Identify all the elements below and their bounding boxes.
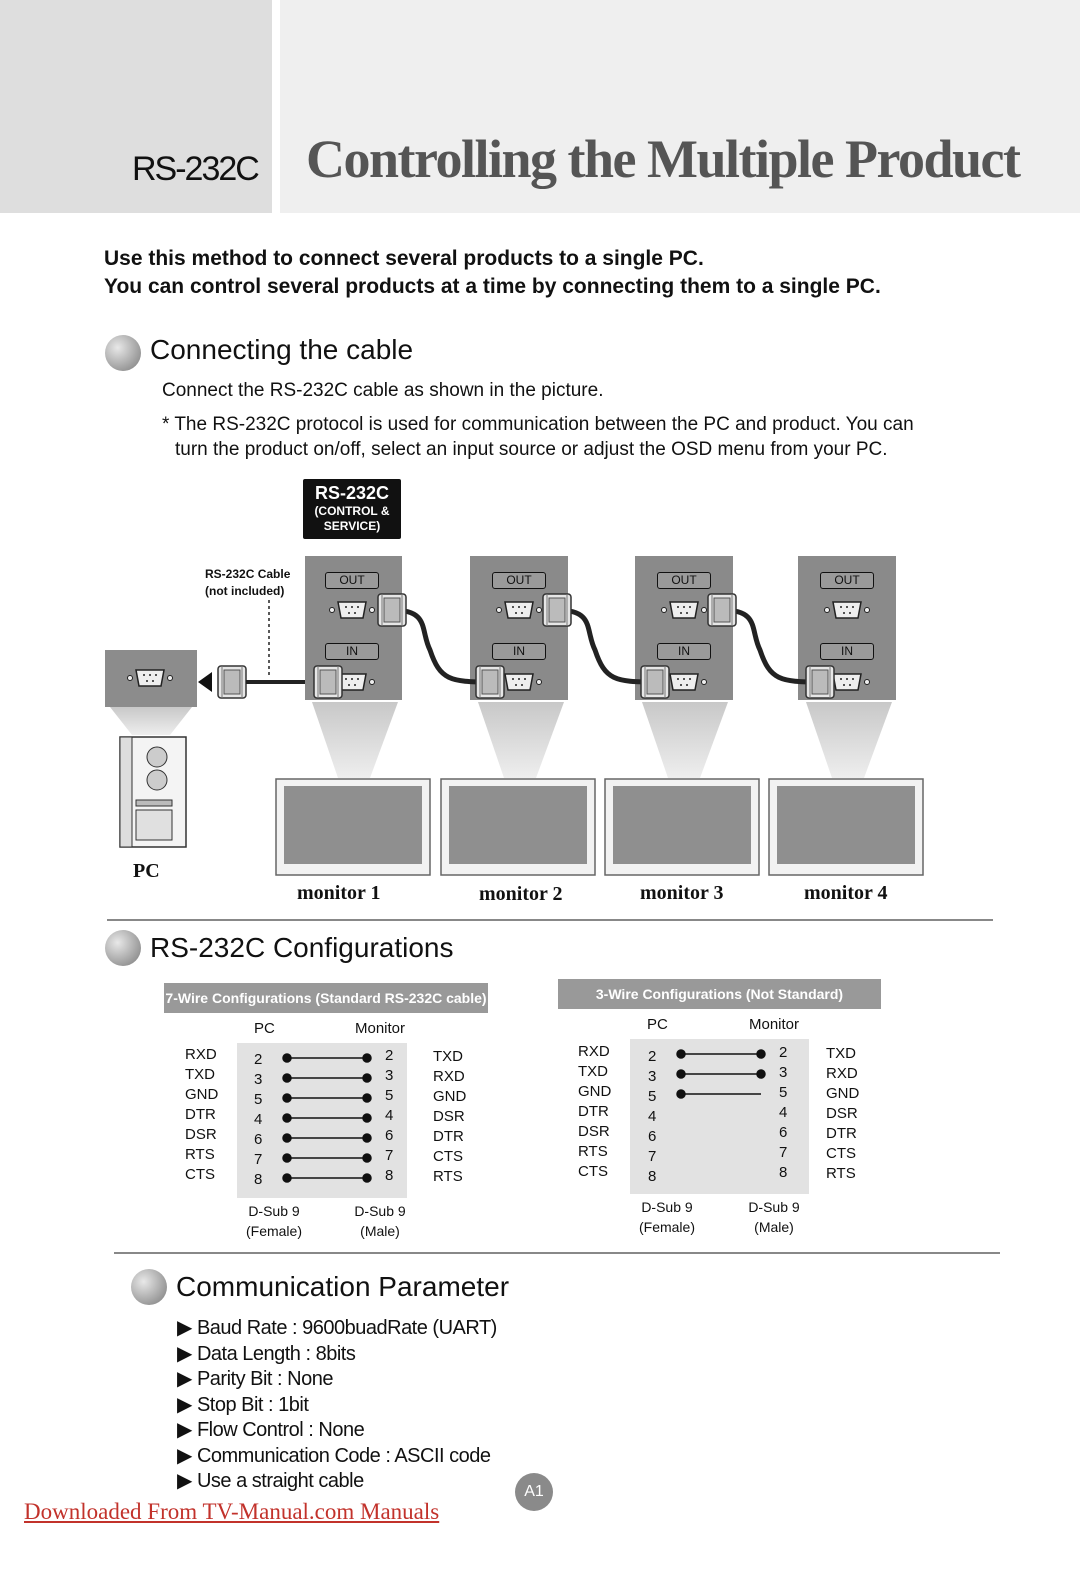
section-title-cable: Connecting the cable (150, 334, 414, 365)
pin: 3 (648, 1068, 657, 1085)
signal: TXD (433, 1048, 463, 1065)
pin: 6 (254, 1131, 263, 1148)
foot-text: D-Sub 9 (641, 1199, 693, 1215)
signal: RXD (826, 1065, 858, 1082)
pc-pins (648, 1047, 656, 1187)
col-monitor: Monitor (355, 1020, 406, 1037)
col-pc: PC (647, 1016, 668, 1033)
badge-line-3: SERVICE) (323, 519, 381, 533)
triangle-bullet-icon: ▶ (177, 1419, 192, 1441)
foot-text: (Female) (638, 1219, 695, 1235)
foot-male (350, 1201, 410, 1241)
monitor-label-2: monitor 2 (479, 883, 563, 905)
param-text: Communication Code : ASCII code (196, 1444, 491, 1467)
pin: 5 (648, 1088, 657, 1105)
page-title: Controlling the Multiple Product (306, 129, 1020, 189)
header-code: RS-232C (132, 150, 258, 188)
list-item (177, 1418, 497, 1444)
signal: RXD (433, 1068, 465, 1085)
intro-line-1: Use this method to connect several products to a single PC. (104, 247, 704, 270)
pin: 2 (779, 1044, 788, 1061)
triangle-bullet-icon: ▶ (177, 1368, 192, 1390)
port-in-label-2: IN (492, 643, 546, 660)
signal: RTS (185, 1146, 215, 1163)
pin: 5 (385, 1087, 394, 1104)
signal: GND (433, 1088, 467, 1105)
port-out-label-4: OUT (820, 572, 874, 589)
pin: 4 (254, 1111, 263, 1128)
signal: RXD (578, 1043, 610, 1060)
pin: 8 (385, 1167, 394, 1184)
pin: 6 (648, 1128, 657, 1145)
signal: DSR (433, 1108, 465, 1125)
pc-label: PC (133, 860, 160, 882)
pin: 6 (779, 1124, 788, 1141)
triangle-bullet-icon: ▶ (177, 1444, 192, 1467)
signal: RTS (826, 1165, 856, 1182)
signal: RXD (185, 1046, 217, 1063)
section-bullet-icon (105, 335, 141, 371)
badge-title: RS-232C (314, 483, 390, 503)
signal: GND (826, 1085, 860, 1102)
triangle-bullet-icon: ▶ (177, 1342, 192, 1365)
monitor-signals (826, 1044, 859, 1184)
signal: DSR (826, 1105, 858, 1122)
monitor-label-4: monitor 4 (804, 882, 888, 904)
section-bullet-icon (105, 930, 141, 966)
pin: 6 (385, 1127, 394, 1144)
signal: TXD (826, 1045, 856, 1062)
foot-text: D-Sub 9 (748, 1199, 800, 1215)
divider (114, 1252, 1000, 1254)
list-item (177, 1342, 497, 1368)
pc-pins (254, 1050, 262, 1190)
signal: DTR (185, 1106, 216, 1123)
pin: 4 (648, 1108, 657, 1125)
section-title-comm: Communication Parameter (176, 1271, 510, 1302)
pin: 8 (779, 1164, 788, 1181)
foot-text: D-Sub 9 (354, 1203, 406, 1219)
port-out-label-1: OUT (325, 572, 379, 589)
pc-tower-icon (120, 737, 186, 847)
signal: CTS (185, 1166, 215, 1183)
intro-line-2: You can control several products at a time by connecting them to a single PC. (104, 275, 881, 298)
param-text: Baud Rate : 9600buadRate (UART) (196, 1317, 497, 1339)
signal: CTS (578, 1163, 608, 1180)
list-item (177, 1367, 497, 1393)
pin: 8 (648, 1168, 657, 1185)
list-item (177, 1316, 497, 1342)
foot-male (744, 1197, 804, 1237)
monitor-label-3: monitor 3 (640, 882, 724, 904)
port-in-label-4: IN (820, 643, 874, 660)
section-title-config: RS-232C Configurations (150, 932, 454, 963)
port-out-label-2: OUT (492, 572, 546, 589)
pin: 7 (779, 1144, 788, 1161)
signal: RTS (433, 1168, 463, 1185)
seven-wire-header: 7-Wire Configurations (Standard RS-232C cable) (164, 983, 488, 1013)
seven-wire-config (164, 983, 488, 1245)
monitor-pins (779, 1043, 787, 1183)
pin: 8 (254, 1171, 263, 1188)
port-in-label-3: IN (657, 643, 711, 660)
pin: 2 (254, 1051, 263, 1068)
wires-3 (673, 1046, 773, 1106)
param-text: Flow Control : None (196, 1419, 365, 1441)
connection-diagram (0, 470, 1080, 910)
signal: DTR (578, 1103, 609, 1120)
param-text: Parity Bit : None (196, 1368, 333, 1390)
foot-text: D-Sub 9 (248, 1203, 300, 1219)
signal: DTR (826, 1125, 857, 1142)
pc-signals (578, 1042, 611, 1182)
pc-signals (185, 1045, 218, 1185)
signal: GND (578, 1083, 612, 1100)
cable-label-line-1: RS-232C Cable (205, 567, 291, 581)
triangle-bullet-icon: ▶ (177, 1317, 192, 1339)
signal: GND (185, 1086, 219, 1103)
pin: 2 (385, 1047, 394, 1064)
triangle-bullet-icon: ▶ (177, 1393, 192, 1416)
pin: 2 (648, 1048, 657, 1065)
param-text: Use a straight cable (196, 1470, 364, 1492)
page-number: A1 (515, 1473, 553, 1511)
foot-female (637, 1197, 697, 1237)
pin: 5 (779, 1084, 788, 1101)
pin: 3 (779, 1064, 788, 1081)
signal: CTS (826, 1145, 856, 1162)
download-link[interactable]: Downloaded From TV-Manual.com Manuals (24, 1499, 440, 1524)
signal: TXD (185, 1066, 215, 1083)
triangle-bullet-icon: ▶ (177, 1470, 192, 1492)
port-in-label-1: IN (325, 643, 379, 660)
foot-text: (Male) (754, 1219, 794, 1235)
pin: 4 (779, 1104, 788, 1121)
section-bullet-icon (131, 1269, 167, 1305)
col-pc: PC (254, 1020, 275, 1037)
protocol-note-line-2: turn the product on/off, select an input source or adjust the OSD menu from your PC. (175, 439, 888, 460)
cable-label-line-2: (not included) (205, 584, 285, 598)
monitor-label-1: monitor 1 (297, 882, 381, 904)
pin: 3 (254, 1071, 263, 1088)
pin: 4 (385, 1107, 394, 1124)
param-text: Data Length : 8bits (196, 1342, 356, 1365)
list-item (177, 1444, 497, 1470)
badge-line-2: (CONTROL & (314, 504, 390, 518)
wires-7 (279, 1049, 379, 1189)
signal: CTS (433, 1148, 463, 1165)
signal: DSR (578, 1123, 610, 1140)
signal: TXD (578, 1063, 608, 1080)
pin: 5 (254, 1091, 263, 1108)
three-wire-header: 3-Wire Configurations (Not Standard) (558, 979, 881, 1009)
monitor-signals (433, 1047, 466, 1187)
diagram-graphics (0, 470, 1080, 910)
signal: DTR (433, 1128, 464, 1145)
arrow-icon (198, 672, 212, 692)
pin: 7 (254, 1151, 263, 1168)
monitor-pins (385, 1046, 393, 1186)
port-out-label-3: OUT (657, 572, 711, 589)
pin: 7 (648, 1148, 657, 1165)
three-wire-config (558, 979, 881, 1241)
monitor-screens (276, 779, 923, 875)
list-item (177, 1469, 497, 1495)
foot-text: (Male) (360, 1223, 400, 1239)
protocol-note-line-1: * The RS-232C protocol is used for communication between the PC and product. You can (162, 414, 914, 435)
param-text: Stop Bit : 1bit (196, 1393, 309, 1416)
signal: RTS (578, 1143, 608, 1160)
pin: 3 (385, 1067, 394, 1084)
foot-text: (Female) (245, 1223, 302, 1239)
signal: DSR (185, 1126, 217, 1143)
param-list (177, 1316, 497, 1495)
divider (107, 919, 993, 921)
list-item (177, 1393, 497, 1419)
col-monitor: Monitor (749, 1016, 800, 1033)
cable-instruction: Connect the RS-232C cable as shown in the picture. (162, 380, 604, 401)
pin: 7 (385, 1147, 394, 1164)
foot-female (244, 1201, 304, 1241)
